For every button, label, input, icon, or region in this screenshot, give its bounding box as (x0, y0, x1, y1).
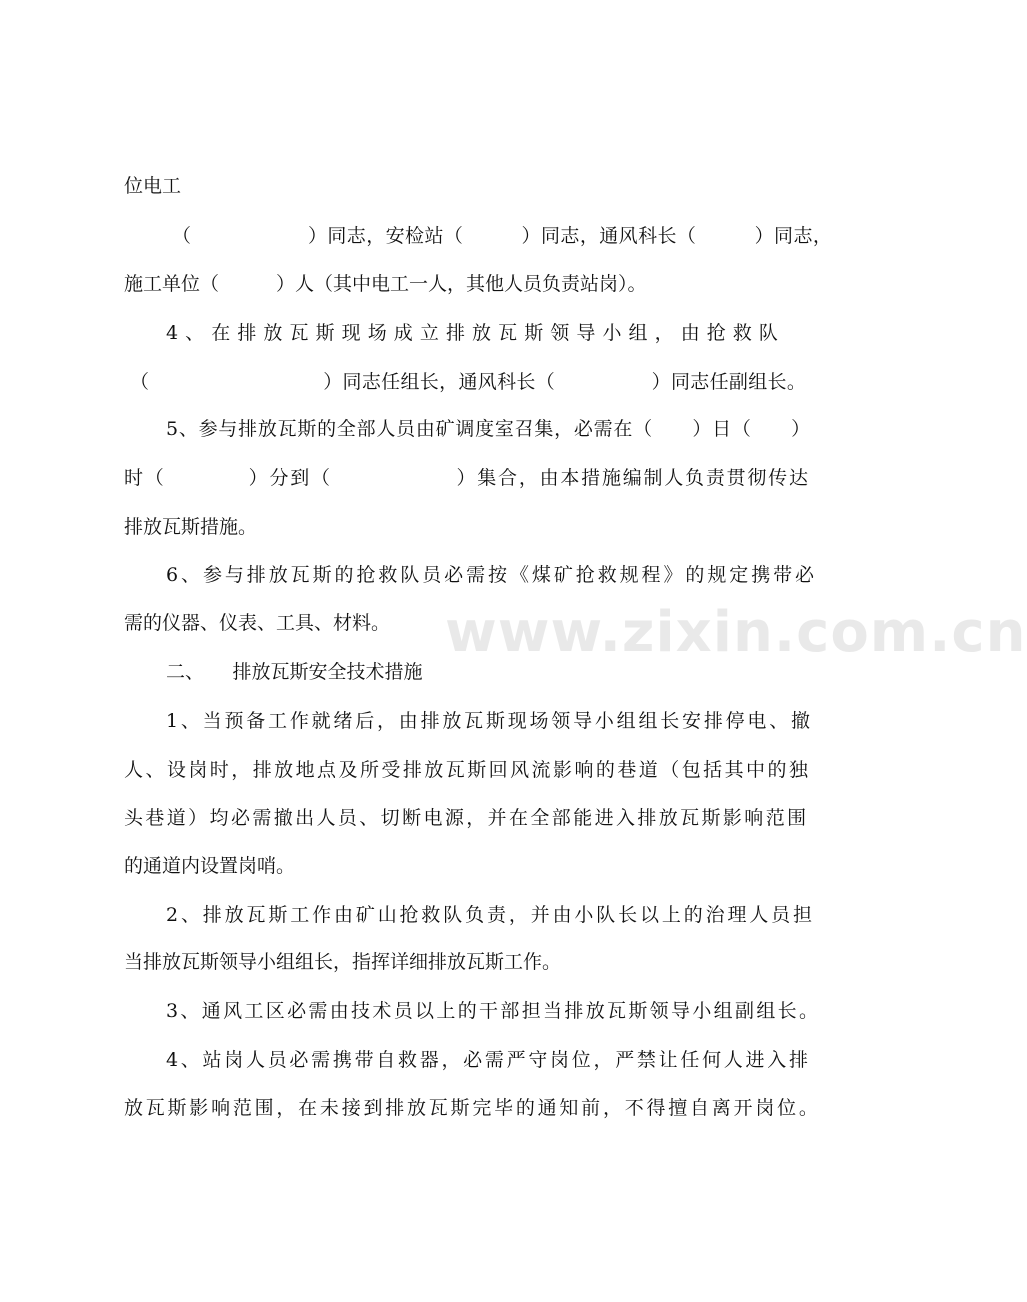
text-line: 施工单位（ ）人（其中电工一人，其他人员负责站岗）。 (124, 273, 647, 295)
text-line: 3、通风工区必需由技术员以上的干部担当排放瓦斯领导小组副组长。 (166, 1000, 821, 1022)
text-line: 当排放瓦斯领导小组组长，指挥详细排放瓦斯工作。 (124, 951, 562, 973)
text-line: 4、站岗人员必需携带自救器，必需严守岗位，严禁让任何人进入排 (166, 1049, 811, 1071)
text-line: 排放瓦斯措施。 (124, 516, 258, 538)
text-line: 的通道内设置岗哨。 (124, 855, 296, 877)
section-heading: 二、 排放瓦斯安全技术措施 (166, 661, 423, 683)
text-line: 人、设岗时，排放地点及所受排放瓦斯回风流影响的巷道（包括其中的独 (124, 759, 811, 781)
text-line: （ ）同志，安检站（ ）同志，通风科长（ ）同志， (172, 225, 833, 247)
text-line: 4、在排放瓦斯现场成立排放瓦斯领导小组，由抢救队 (166, 322, 786, 344)
text-line: 头巷道）均必需撤出人员、切断电源，并在全部能进入排放瓦斯影响范围 (124, 807, 809, 829)
text-line: 2、排放瓦斯工作由矿山抢救队负责，并由小队长以上的治理人员担 (166, 904, 815, 926)
watermark-logo: www.zixin.com.cn (445, 600, 1027, 665)
text-line: 1、当预备工作就绪后，由排放瓦斯现场领导小组组长安排停电、撤 (166, 710, 813, 732)
text-line: 需的仪器、仪表、工具、材料。 (124, 612, 391, 634)
text-line: 5、参与排放瓦斯的全部人员由矿调度室召集，必需在（ ）日（ ） (166, 418, 811, 440)
text-line: 放瓦斯影响范围，在未接到排放瓦斯完毕的通知前，不得擅自离开岗位。 (124, 1097, 821, 1119)
text-line: 6、参与排放瓦斯的抢救队员必需按《煤矿抢救规程》的规定携带必 (166, 564, 817, 586)
text-line: （ ）同志任组长，通风科长（ ）同志任副组长。 (130, 371, 807, 393)
text-line: 时（ ）分到（ ）集合，由本措施编制人负责贯彻传达 (124, 467, 810, 489)
text-line: 位电工 (124, 175, 182, 197)
